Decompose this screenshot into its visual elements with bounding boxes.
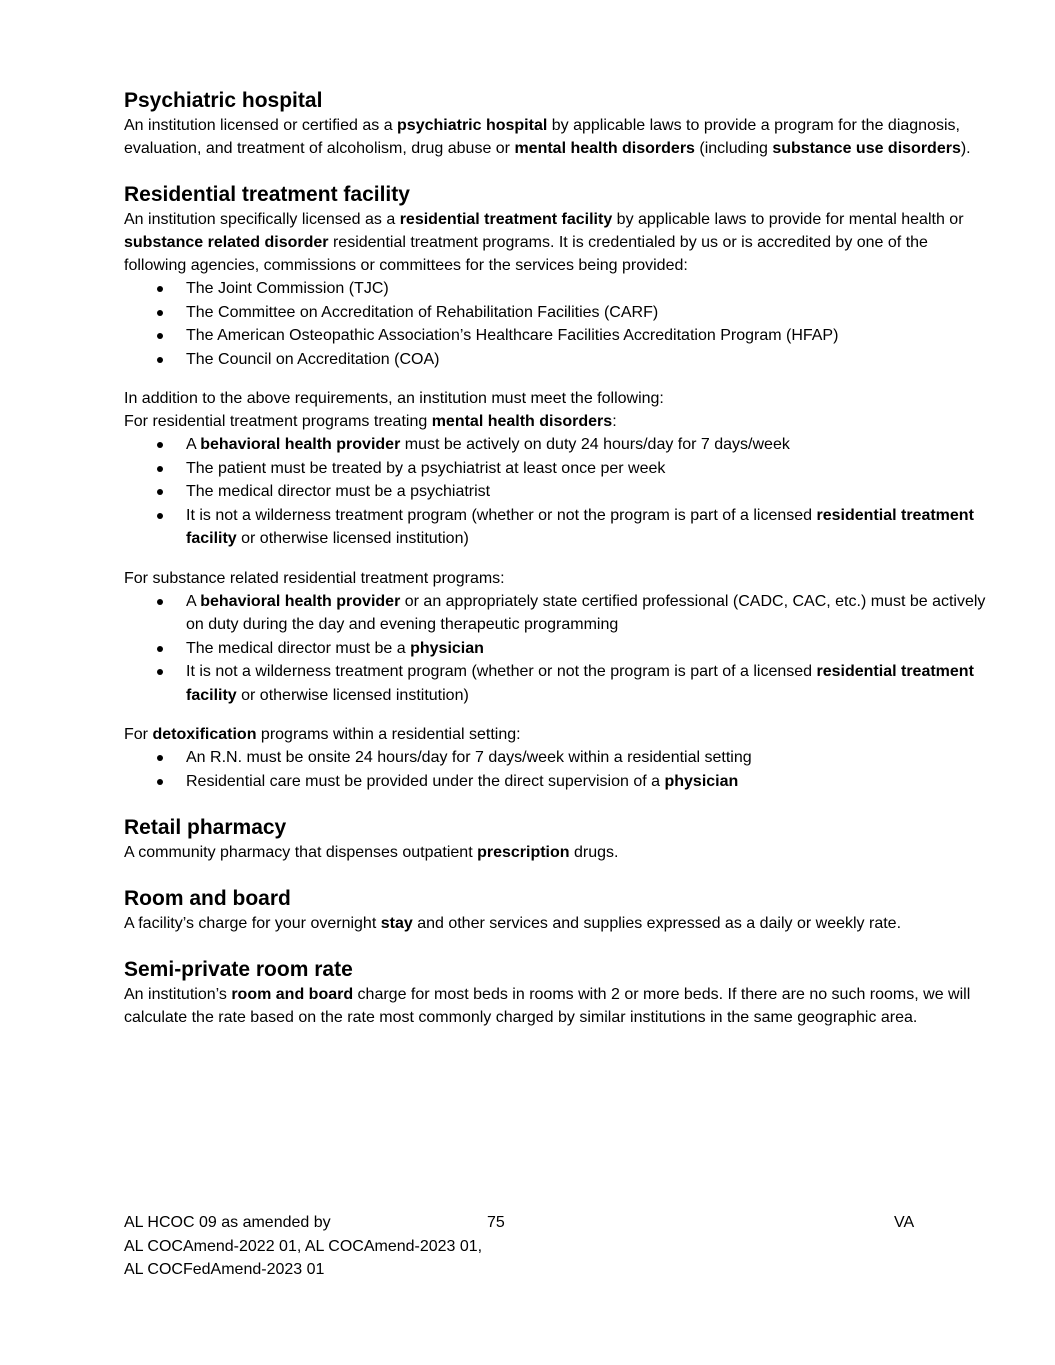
list-item: [186, 770, 994, 794]
substance-requirements: [124, 590, 994, 708]
mental-health-requirements: [124, 433, 994, 551]
term: stay: [380, 915, 413, 932]
heading-semi-private-room-rate: Semi-private room rate: [124, 958, 353, 981]
text: An institution specifically licensed as a: [124, 211, 400, 228]
list-item: [186, 433, 994, 457]
term: residential treatment facility: [186, 506, 974, 547]
term: room and board: [231, 986, 354, 1003]
footer-amendments: AL COCAmend-2022 01, AL COCAmend-2023 01,: [124, 1237, 483, 1255]
heading-retail-pharmacy: Retail pharmacy: [124, 816, 287, 839]
page-number: 75: [487, 1214, 505, 1231]
heading-residential-treatment-facility: Residential treatment facility: [124, 183, 410, 206]
page-footer: [124, 1211, 924, 1282]
text: charge for most beds in rooms with 2 or more beds. If there are no such rooms, we will calculate the rate based on the rate most commonly charged by similar institutions in the same geographic area.: [124, 986, 971, 1026]
list-item: An R.N. must be onsite 24 hours/day for 7 days/week within a residential setting: [186, 746, 994, 770]
term: behavioral health provider: [200, 436, 401, 453]
text: For: [124, 726, 153, 743]
heading-psychiatric-hospital: Psychiatric hospital: [124, 89, 323, 112]
text: :: [612, 413, 617, 430]
term: prescription: [477, 844, 570, 861]
list-item: [186, 590, 994, 637]
list-item: The medical director must be a psychiatrist: [186, 480, 994, 504]
text: A: [186, 592, 201, 610]
text: Residential care must be provided under the direct supervision of a: [186, 772, 665, 790]
term: substance related disorder: [124, 234, 329, 251]
substance-intro: For substance related residential treatment programs:: [124, 569, 505, 587]
term: physician: [410, 639, 484, 657]
text: or otherwise licensed institution): [236, 686, 469, 704]
retail-pharmacy-definition: [124, 841, 994, 864]
list-item: The Committee on Accreditation of Rehabilitation Facilities (CARF): [186, 301, 994, 325]
term: psychiatric hospital: [397, 117, 548, 134]
text: A facility’s charge for your overnight: [124, 915, 381, 932]
term: substance use disorders: [772, 140, 961, 157]
term: residential treatment facility: [399, 211, 613, 228]
mental-health-intro: [124, 410, 994, 433]
text: It is not a wilderness treatment program (whether or not the program is part of a licensed: [186, 506, 817, 524]
list-item: [186, 660, 994, 707]
text: drugs.: [569, 844, 619, 861]
detox-requirements: [124, 746, 994, 793]
list-item: The Council on Accreditation (COA): [186, 348, 994, 372]
term: physician: [664, 772, 739, 790]
list-item: The Joint Commission (TJC): [186, 277, 994, 301]
term: mental health disorders: [431, 413, 613, 430]
list-item: [186, 637, 994, 661]
footer-form-id: AL HCOC 09 as amended by: [124, 1214, 331, 1231]
term: behavioral health provider: [200, 592, 401, 610]
text: An institution’s: [124, 986, 232, 1003]
term: residential treatment facility: [186, 663, 974, 704]
text: For residential treatment programs treating: [124, 413, 432, 430]
document-page: [124, 88, 994, 1029]
text: The medical director must be a: [186, 639, 411, 657]
list-item: [186, 504, 994, 551]
text: A: [186, 436, 201, 453]
text: It is not a wilderness treatment program (whether or not the program is part of a licensed: [186, 663, 817, 680]
text: residential treatment programs. It is credentialed by us or is accredited by one of the following agencies, commissions or committees for the services being provided:: [124, 234, 928, 274]
agency-list: [124, 277, 994, 371]
text: (including: [694, 140, 773, 157]
text: A community pharmacy that dispenses outpatient: [124, 844, 478, 861]
footer-state: VA: [894, 1214, 915, 1231]
text: or otherwise licensed institution): [236, 530, 469, 547]
text: and other services and supplies expressed as a daily or weekly rate.: [412, 915, 902, 932]
detox-intro: [124, 723, 994, 746]
text: ).: [960, 140, 971, 157]
heading-room-and-board: Room and board: [124, 887, 291, 910]
term: detoxification: [152, 726, 257, 743]
text: must be actively on duty 24 hours/day for 7 days/week: [400, 436, 790, 453]
semi-private-definition: [124, 983, 994, 1029]
text: or an appropriately state certified professional (CADC, CAC, etc.) must be actively on duty during the day and evening therapeutic programming: [186, 592, 986, 633]
footer-fed-amendment: AL COCFedAmend-2023 01: [124, 1261, 325, 1278]
residential-treatment-definition: [124, 208, 994, 277]
text: by applicable laws to provide a program for the diagnosis, evaluation, and treatment of alcoholism, drug abuse or: [124, 117, 960, 157]
additional-requirements: In addition to the above requirements, an institution must meet the following:: [124, 390, 664, 407]
text: programs within a residential setting:: [256, 726, 521, 743]
list-item: The American Osteopathic Association’s Healthcare Facilities Accreditation Program (HFAP): [186, 324, 994, 348]
room-and-board-definition: [124, 912, 994, 935]
text: An institution licensed or certified as a: [124, 117, 398, 134]
text: by applicable laws to provide for mental health or: [612, 211, 964, 228]
term: mental health disorders: [514, 140, 695, 157]
psychiatric-hospital-definition: [124, 114, 994, 160]
list-item: The patient must be treated by a psychiatrist at least once per week: [186, 457, 994, 481]
